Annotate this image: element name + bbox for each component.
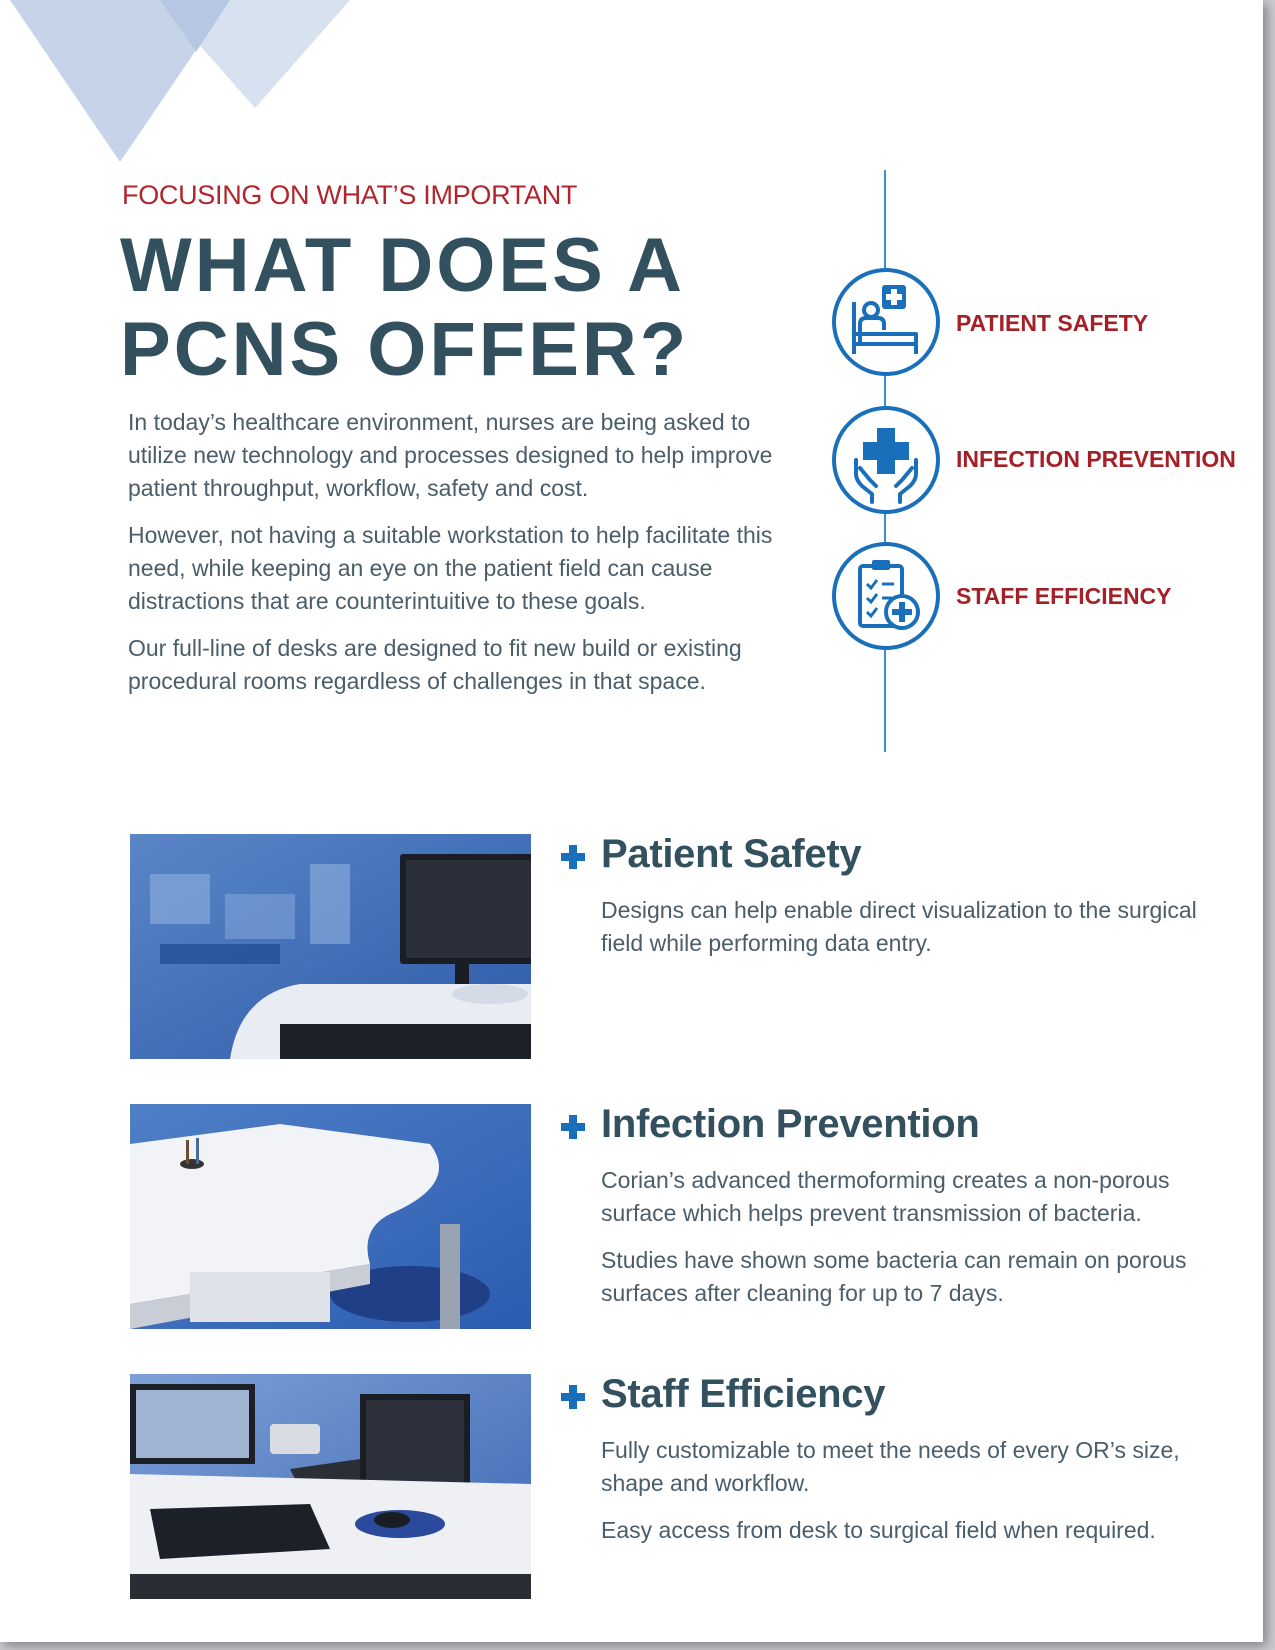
intro-paragraph: In today’s healthcare environment, nurses are being asked to utilize new technology and processes designed to help improve patient throughput, workflow, safety and cost. [128,409,773,501]
patient-bed-icon [832,268,940,376]
section-body-infection-prevention [601,1164,1221,1324]
intro-text [128,406,808,712]
page-title [120,224,689,392]
section-paragraph: Easy access from desk to surgical field when required. [601,1517,1156,1543]
feature-label-staff-efficiency: STAFF EFFICIENCY [956,583,1172,609]
operating-room-monitor-photo [130,834,531,1059]
feature-infection-prevention [832,406,940,514]
feature-staff-efficiency [832,542,940,650]
section-paragraph: Corian’s advanced thermoforming creates a non-porous surface which helps prevent transmission of bacteria. [601,1167,1170,1226]
plus-icon [560,1114,586,1140]
feature-patient-safety [832,268,940,376]
clipboard-check-icon [832,542,940,650]
plus-icon [560,844,586,870]
feature-label-patient-safety: PATIENT SAFETY [956,310,1149,336]
intro-paragraph: Our full-line of desks are designed to fit new build or existing procedural rooms regardless of challenges in that space. [128,635,742,694]
plus-icon [560,1384,586,1410]
feature-label-infection-prevention: INFECTION PREVENTION [956,446,1236,472]
eyebrow-heading: FOCUSING ON WHAT’S IMPORTANT [122,180,578,210]
hands-cross-icon [832,406,940,514]
decorative-triangles [0,0,360,170]
section-body-patient-safety [601,894,1221,974]
intro-paragraph: However, not having a suitable workstation to help facilitate this need, while keeping an eye on the patient field can cause distractions that are counterintuitive to these goals. [128,522,773,614]
section-paragraph: Studies have shown some bacteria can remain on porous surfaces after cleaning for up to 7 days. [601,1247,1187,1306]
section-body-staff-efficiency [601,1434,1221,1561]
section-paragraph: Fully customizable to meet the needs of every OR’s size, shape and workflow. [601,1437,1180,1496]
title-line-1: WHAT DOES A [120,223,685,308]
section-title-infection-prevention: Infection Prevention [601,1102,980,1146]
title-line-2: PCNS OFFER? [120,307,690,392]
section-paragraph: Designs can help enable direct visualization to the surgical field while performing data entry. [601,897,1197,956]
corian-desk-surface-photo [130,1104,531,1329]
workstation-desk-photo [130,1374,531,1599]
section-title-patient-safety: Patient Safety [601,832,862,876]
section-title-staff-efficiency: Staff Efficiency [601,1372,886,1416]
